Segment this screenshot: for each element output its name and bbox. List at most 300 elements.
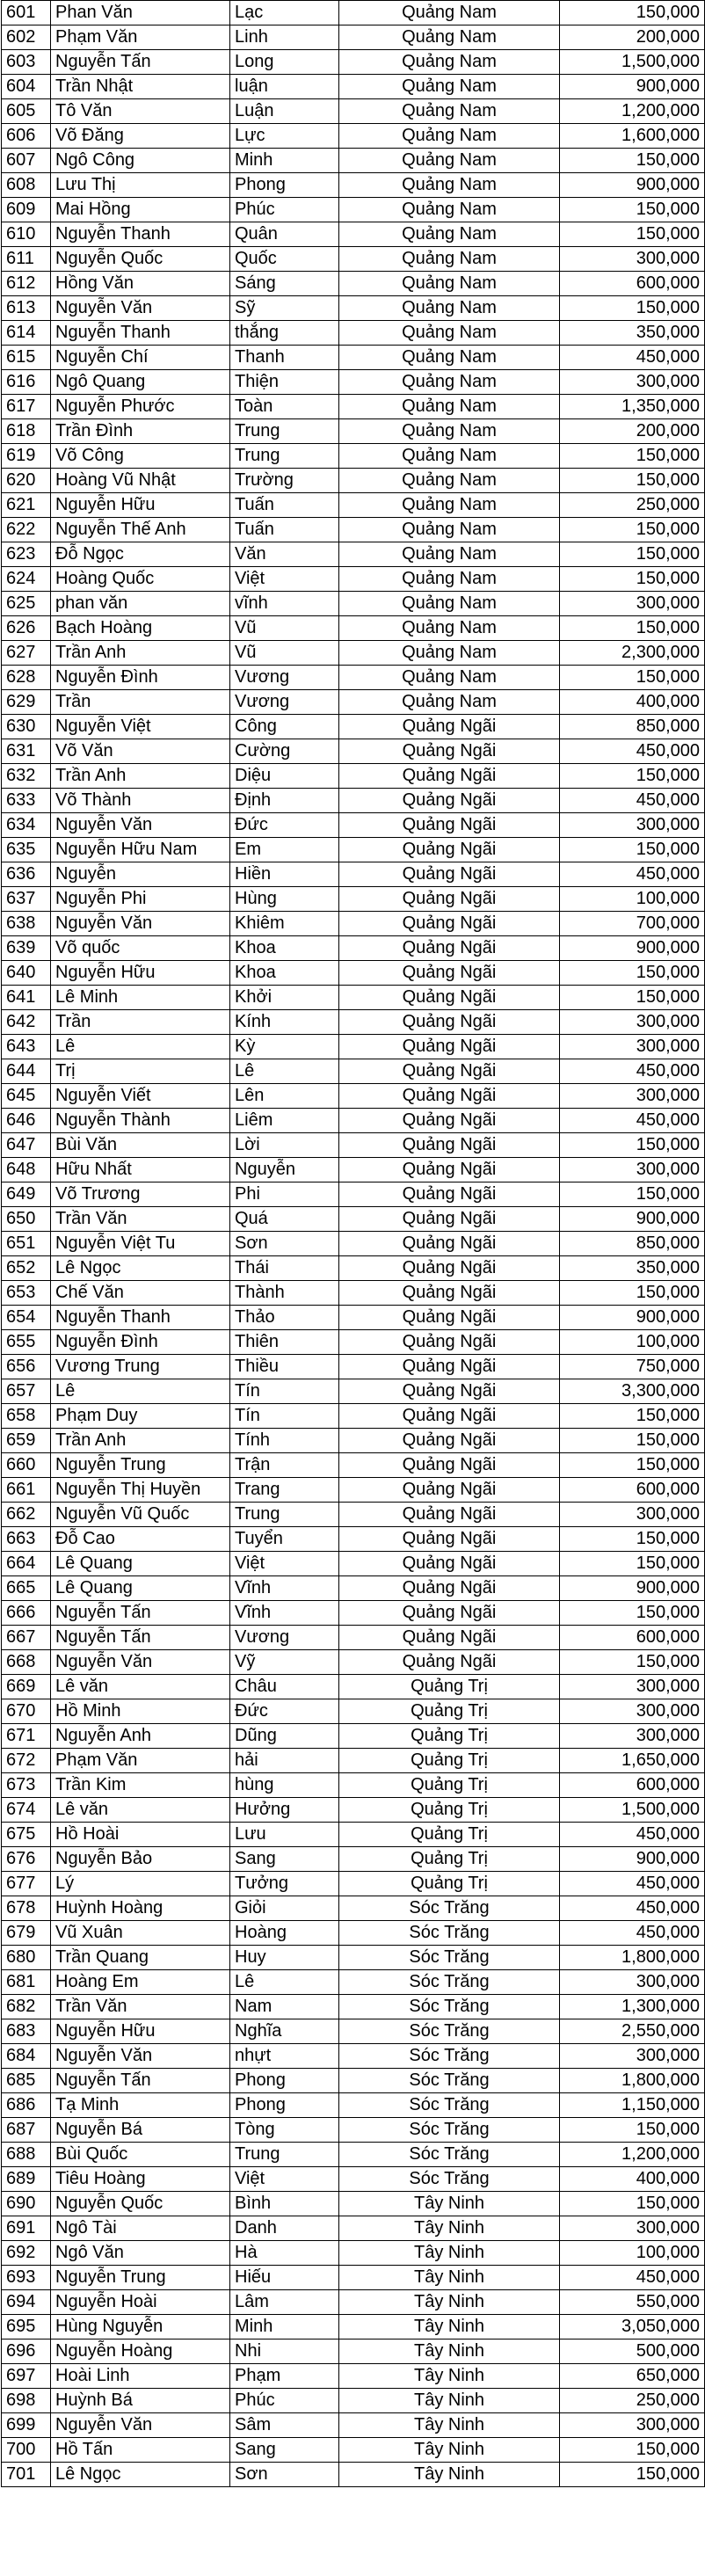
row-number-cell[interactable]: 696: [2, 2340, 51, 2364]
row-number-cell[interactable]: 612: [2, 272, 51, 296]
province-cell[interactable]: Sóc Trăng: [339, 1946, 560, 1970]
amount-cell[interactable]: 150,000: [560, 1, 705, 25]
province-cell[interactable]: Quảng Ngãi: [339, 1035, 560, 1059]
family-name-cell[interactable]: Hùng Nguyễn: [51, 2315, 230, 2340]
given-name-cell[interactable]: Phi: [230, 1182, 339, 1207]
row-number-cell[interactable]: 653: [2, 1281, 51, 1306]
given-name-cell[interactable]: Lạc: [230, 1, 339, 25]
amount-cell[interactable]: 300,000: [560, 1970, 705, 1995]
row-number-cell[interactable]: 622: [2, 518, 51, 542]
amount-cell[interactable]: 600,000: [560, 272, 705, 296]
row-number-cell[interactable]: 631: [2, 739, 51, 764]
amount-cell[interactable]: 150,000: [560, 1601, 705, 1626]
province-cell[interactable]: Quảng Nam: [339, 25, 560, 50]
amount-cell[interactable]: 150,000: [560, 149, 705, 173]
family-name-cell[interactable]: Huỳnh Bá: [51, 2389, 230, 2413]
given-name-cell[interactable]: Vũ: [230, 616, 339, 641]
province-cell[interactable]: Quảng Trị: [339, 1749, 560, 1773]
province-cell[interactable]: Quảng Ngãi: [339, 1576, 560, 1601]
row-number-cell[interactable]: 614: [2, 321, 51, 346]
province-cell[interactable]: Quảng Trị: [339, 1847, 560, 1872]
family-name-cell[interactable]: Nguyễn Quốc: [51, 2192, 230, 2216]
amount-cell[interactable]: 900,000: [560, 1847, 705, 1872]
given-name-cell[interactable]: Vương: [230, 666, 339, 690]
province-cell[interactable]: Quảng Nam: [339, 493, 560, 518]
row-number-cell[interactable]: 697: [2, 2364, 51, 2389]
family-name-cell[interactable]: Nguyễn Việt: [51, 715, 230, 739]
row-number-cell[interactable]: 686: [2, 2093, 51, 2118]
given-name-cell[interactable]: Vũ: [230, 641, 339, 666]
province-cell[interactable]: Sóc Trăng: [339, 2167, 560, 2192]
province-cell[interactable]: Quảng Ngãi: [339, 1281, 560, 1306]
amount-cell[interactable]: 1,150,000: [560, 2093, 705, 2118]
amount-cell[interactable]: 150,000: [560, 1527, 705, 1552]
family-name-cell[interactable]: Nguyễn Thị Huyền: [51, 1478, 230, 1503]
family-name-cell[interactable]: Nguyễn Chí: [51, 346, 230, 370]
row-number-cell[interactable]: 632: [2, 764, 51, 789]
given-name-cell[interactable]: hải: [230, 1749, 339, 1773]
family-name-cell[interactable]: Lưu Thị: [51, 173, 230, 198]
row-number-cell[interactable]: 655: [2, 1330, 51, 1355]
amount-cell[interactable]: 3,050,000: [560, 2315, 705, 2340]
family-name-cell[interactable]: Trần Đình: [51, 419, 230, 444]
family-name-cell[interactable]: Võ Văn: [51, 739, 230, 764]
given-name-cell[interactable]: Khoa: [230, 936, 339, 961]
row-number-cell[interactable]: 659: [2, 1429, 51, 1453]
province-cell[interactable]: Sóc Trăng: [339, 1995, 560, 2019]
row-number-cell[interactable]: 664: [2, 1552, 51, 1576]
row-number-cell[interactable]: 687: [2, 2118, 51, 2143]
given-name-cell[interactable]: Sơn: [230, 1232, 339, 1256]
row-number-cell[interactable]: 660: [2, 1453, 51, 1478]
amount-cell[interactable]: 150,000: [560, 296, 705, 321]
row-number-cell[interactable]: 620: [2, 469, 51, 493]
family-name-cell[interactable]: Lê văn: [51, 1798, 230, 1823]
given-name-cell[interactable]: Kỳ: [230, 1035, 339, 1059]
row-number-cell[interactable]: 641: [2, 986, 51, 1010]
family-name-cell[interactable]: Lê Minh: [51, 986, 230, 1010]
given-name-cell[interactable]: Phạm: [230, 2364, 339, 2389]
amount-cell[interactable]: 400,000: [560, 690, 705, 715]
family-name-cell[interactable]: Hữu Nhất: [51, 1158, 230, 1182]
row-number-cell[interactable]: 688: [2, 2143, 51, 2167]
row-number-cell[interactable]: 628: [2, 666, 51, 690]
family-name-cell[interactable]: Phạm Văn: [51, 25, 230, 50]
row-number-cell[interactable]: 672: [2, 1749, 51, 1773]
amount-cell[interactable]: 150,000: [560, 838, 705, 862]
row-number-cell[interactable]: 649: [2, 1182, 51, 1207]
province-cell[interactable]: Quảng Ngãi: [339, 1306, 560, 1330]
family-name-cell[interactable]: Phan Văn: [51, 1, 230, 25]
given-name-cell[interactable]: Hiếu: [230, 2266, 339, 2290]
province-cell[interactable]: Tây Ninh: [339, 2389, 560, 2413]
province-cell[interactable]: Quảng Ngãi: [339, 1453, 560, 1478]
amount-cell[interactable]: 150,000: [560, 444, 705, 469]
row-number-cell[interactable]: 657: [2, 1379, 51, 1404]
row-number-cell[interactable]: 676: [2, 1847, 51, 1872]
province-cell[interactable]: Sóc Trăng: [339, 1970, 560, 1995]
amount-cell[interactable]: 3,300,000: [560, 1379, 705, 1404]
row-number-cell[interactable]: 634: [2, 813, 51, 838]
given-name-cell[interactable]: Tín: [230, 1404, 339, 1429]
amount-cell[interactable]: 150,000: [560, 1552, 705, 1576]
amount-cell[interactable]: 300,000: [560, 1699, 705, 1724]
province-cell[interactable]: Quảng Nam: [339, 469, 560, 493]
given-name-cell[interactable]: Phúc: [230, 198, 339, 222]
province-cell[interactable]: Quảng Ngãi: [339, 1626, 560, 1650]
province-cell[interactable]: Quảng Nam: [339, 542, 560, 567]
row-number-cell[interactable]: 624: [2, 567, 51, 592]
family-name-cell[interactable]: Võ quốc: [51, 936, 230, 961]
amount-cell[interactable]: 150,000: [560, 1133, 705, 1158]
province-cell[interactable]: Quảng Ngãi: [339, 1503, 560, 1527]
given-name-cell[interactable]: Trang: [230, 1478, 339, 1503]
province-cell[interactable]: Quảng Ngãi: [339, 1182, 560, 1207]
row-number-cell[interactable]: 693: [2, 2266, 51, 2290]
row-number-cell[interactable]: 601: [2, 1, 51, 25]
province-cell[interactable]: Quảng Ngãi: [339, 1158, 560, 1182]
row-number-cell[interactable]: 623: [2, 542, 51, 567]
family-name-cell[interactable]: Nguyễn Văn: [51, 296, 230, 321]
family-name-cell[interactable]: Lê: [51, 1379, 230, 1404]
province-cell[interactable]: Quảng Nam: [339, 346, 560, 370]
given-name-cell[interactable]: Tính: [230, 1429, 339, 1453]
given-name-cell[interactable]: Thanh: [230, 346, 339, 370]
province-cell[interactable]: Quảng Nam: [339, 518, 560, 542]
family-name-cell[interactable]: Huỳnh Hoàng: [51, 1896, 230, 1921]
amount-cell[interactable]: 150,000: [560, 518, 705, 542]
province-cell[interactable]: Sóc Trăng: [339, 2044, 560, 2069]
amount-cell[interactable]: 900,000: [560, 936, 705, 961]
given-name-cell[interactable]: Trung: [230, 1503, 339, 1527]
given-name-cell[interactable]: Sang: [230, 2438, 339, 2463]
row-number-cell[interactable]: 670: [2, 1699, 51, 1724]
row-number-cell[interactable]: 630: [2, 715, 51, 739]
province-cell[interactable]: Tây Ninh: [339, 2290, 560, 2315]
row-number-cell[interactable]: 603: [2, 50, 51, 75]
family-name-cell[interactable]: Trần Văn: [51, 1995, 230, 2019]
family-name-cell[interactable]: Vũ Xuân: [51, 1921, 230, 1946]
family-name-cell[interactable]: Võ Đăng: [51, 124, 230, 149]
given-name-cell[interactable]: Thảo: [230, 1306, 339, 1330]
family-name-cell[interactable]: Phạm Duy: [51, 1404, 230, 1429]
amount-cell[interactable]: 450,000: [560, 2266, 705, 2290]
row-number-cell[interactable]: 650: [2, 1207, 51, 1232]
province-cell[interactable]: Tây Ninh: [339, 2192, 560, 2216]
family-name-cell[interactable]: Nguyễn Hữu: [51, 493, 230, 518]
given-name-cell[interactable]: Nguyễn: [230, 1158, 339, 1182]
row-number-cell[interactable]: 618: [2, 419, 51, 444]
amount-cell[interactable]: 300,000: [560, 2413, 705, 2438]
province-cell[interactable]: Tây Ninh: [339, 2315, 560, 2340]
amount-cell[interactable]: 150,000: [560, 764, 705, 789]
row-number-cell[interactable]: 668: [2, 1650, 51, 1675]
row-number-cell[interactable]: 627: [2, 641, 51, 666]
amount-cell[interactable]: 150,000: [560, 1281, 705, 1306]
family-name-cell[interactable]: Chế Văn: [51, 1281, 230, 1306]
province-cell[interactable]: Sóc Trăng: [339, 1896, 560, 1921]
given-name-cell[interactable]: Liêm: [230, 1109, 339, 1133]
family-name-cell[interactable]: Hồ Minh: [51, 1699, 230, 1724]
amount-cell[interactable]: 450,000: [560, 1896, 705, 1921]
family-name-cell[interactable]: Nguyễn Thanh: [51, 321, 230, 346]
row-number-cell[interactable]: 646: [2, 1109, 51, 1133]
amount-cell[interactable]: 150,000: [560, 2118, 705, 2143]
family-name-cell[interactable]: Đỗ Cao: [51, 1527, 230, 1552]
family-name-cell[interactable]: Nguyễn Anh: [51, 1724, 230, 1749]
row-number-cell[interactable]: 642: [2, 1010, 51, 1035]
row-number-cell[interactable]: 669: [2, 1675, 51, 1699]
amount-cell[interactable]: 300,000: [560, 1035, 705, 1059]
row-number-cell[interactable]: 671: [2, 1724, 51, 1749]
row-number-cell[interactable]: 639: [2, 936, 51, 961]
province-cell[interactable]: Quảng Ngãi: [339, 1232, 560, 1256]
given-name-cell[interactable]: Trung: [230, 444, 339, 469]
given-name-cell[interactable]: Dũng: [230, 1724, 339, 1749]
amount-cell[interactable]: 300,000: [560, 1010, 705, 1035]
amount-cell[interactable]: 1,350,000: [560, 395, 705, 419]
given-name-cell[interactable]: Việt: [230, 2167, 339, 2192]
amount-cell[interactable]: 900,000: [560, 1207, 705, 1232]
given-name-cell[interactable]: Công: [230, 715, 339, 739]
province-cell[interactable]: Quảng Nam: [339, 592, 560, 616]
given-name-cell[interactable]: Phong: [230, 2069, 339, 2093]
given-name-cell[interactable]: Lên: [230, 1084, 339, 1109]
family-name-cell[interactable]: Võ Công: [51, 444, 230, 469]
given-name-cell[interactable]: Danh: [230, 2216, 339, 2241]
row-number-cell[interactable]: 656: [2, 1355, 51, 1379]
given-name-cell[interactable]: Huy: [230, 1946, 339, 1970]
province-cell[interactable]: Quảng Nam: [339, 567, 560, 592]
amount-cell[interactable]: 350,000: [560, 321, 705, 346]
amount-cell[interactable]: 450,000: [560, 1872, 705, 1896]
family-name-cell[interactable]: Nguyễn Đình: [51, 1330, 230, 1355]
province-cell[interactable]: Quảng Trị: [339, 1798, 560, 1823]
given-name-cell[interactable]: Hùng: [230, 887, 339, 912]
row-number-cell[interactable]: 619: [2, 444, 51, 469]
row-number-cell[interactable]: 679: [2, 1921, 51, 1946]
province-cell[interactable]: Quảng Nam: [339, 321, 560, 346]
province-cell[interactable]: Quảng Ngãi: [339, 1527, 560, 1552]
row-number-cell[interactable]: 605: [2, 99, 51, 124]
family-name-cell[interactable]: Nguyễn Văn: [51, 2413, 230, 2438]
family-name-cell[interactable]: Nguyễn Hoài: [51, 2290, 230, 2315]
row-number-cell[interactable]: 684: [2, 2044, 51, 2069]
amount-cell[interactable]: 500,000: [560, 2340, 705, 2364]
given-name-cell[interactable]: Khởi: [230, 986, 339, 1010]
province-cell[interactable]: Quảng Nam: [339, 296, 560, 321]
province-cell[interactable]: Sóc Trăng: [339, 2019, 560, 2044]
family-name-cell[interactable]: Lê Ngọc: [51, 2463, 230, 2487]
row-number-cell[interactable]: 685: [2, 2069, 51, 2093]
family-name-cell[interactable]: Ngô Văn: [51, 2241, 230, 2266]
amount-cell[interactable]: 1,500,000: [560, 1798, 705, 1823]
family-name-cell[interactable]: phan văn: [51, 592, 230, 616]
family-name-cell[interactable]: Lý: [51, 1872, 230, 1896]
amount-cell[interactable]: 1,650,000: [560, 1749, 705, 1773]
given-name-cell[interactable]: Lê: [230, 1059, 339, 1084]
row-number-cell[interactable]: 638: [2, 912, 51, 936]
amount-cell[interactable]: 150,000: [560, 567, 705, 592]
row-number-cell[interactable]: 615: [2, 346, 51, 370]
given-name-cell[interactable]: Hoàng: [230, 1921, 339, 1946]
amount-cell[interactable]: 600,000: [560, 1626, 705, 1650]
family-name-cell[interactable]: Trị: [51, 1059, 230, 1084]
given-name-cell[interactable]: Quân: [230, 222, 339, 247]
family-name-cell[interactable]: Tạ Minh: [51, 2093, 230, 2118]
row-number-cell[interactable]: 658: [2, 1404, 51, 1429]
province-cell[interactable]: Tây Ninh: [339, 2216, 560, 2241]
province-cell[interactable]: Quảng Trị: [339, 1724, 560, 1749]
province-cell[interactable]: Quảng Nam: [339, 419, 560, 444]
amount-cell[interactable]: 150,000: [560, 1429, 705, 1453]
given-name-cell[interactable]: Nghĩa: [230, 2019, 339, 2044]
amount-cell[interactable]: 1,200,000: [560, 2143, 705, 2167]
given-name-cell[interactable]: Giỏi: [230, 1896, 339, 1921]
province-cell[interactable]: Quảng Nam: [339, 75, 560, 99]
amount-cell[interactable]: 300,000: [560, 1724, 705, 1749]
family-name-cell[interactable]: Nguyễn Thành: [51, 1109, 230, 1133]
row-number-cell[interactable]: 690: [2, 2192, 51, 2216]
province-cell[interactable]: Quảng Ngãi: [339, 838, 560, 862]
family-name-cell[interactable]: Trần: [51, 1010, 230, 1035]
family-name-cell[interactable]: Nguyễn Văn: [51, 1650, 230, 1675]
amount-cell[interactable]: 1,800,000: [560, 2069, 705, 2093]
given-name-cell[interactable]: Sang: [230, 1847, 339, 1872]
province-cell[interactable]: Quảng Ngãi: [339, 1478, 560, 1503]
province-cell[interactable]: Sóc Trăng: [339, 2093, 560, 2118]
given-name-cell[interactable]: Đức: [230, 1699, 339, 1724]
given-name-cell[interactable]: Việt: [230, 1552, 339, 1576]
row-number-cell[interactable]: 689: [2, 2167, 51, 2192]
given-name-cell[interactable]: Tuấn: [230, 493, 339, 518]
amount-cell[interactable]: 1,300,000: [560, 1995, 705, 2019]
family-name-cell[interactable]: Trần Anh: [51, 1429, 230, 1453]
amount-cell[interactable]: 100,000: [560, 1330, 705, 1355]
family-name-cell[interactable]: Nguyễn Tấn: [51, 2069, 230, 2093]
given-name-cell[interactable]: Minh: [230, 2315, 339, 2340]
family-name-cell[interactable]: Nguyễn Bảo: [51, 1847, 230, 1872]
row-number-cell[interactable]: 665: [2, 1576, 51, 1601]
amount-cell[interactable]: 350,000: [560, 1256, 705, 1281]
given-name-cell[interactable]: Thiên: [230, 1330, 339, 1355]
province-cell[interactable]: Quảng Ngãi: [339, 1552, 560, 1576]
row-number-cell[interactable]: 683: [2, 2019, 51, 2044]
given-name-cell[interactable]: Khiêm: [230, 912, 339, 936]
province-cell[interactable]: Quảng Nam: [339, 616, 560, 641]
province-cell[interactable]: Quảng Ngãi: [339, 1330, 560, 1355]
given-name-cell[interactable]: nhựt: [230, 2044, 339, 2069]
amount-cell[interactable]: 150,000: [560, 666, 705, 690]
amount-cell[interactable]: 300,000: [560, 1158, 705, 1182]
province-cell[interactable]: Quảng Trị: [339, 1872, 560, 1896]
given-name-cell[interactable]: Lực: [230, 124, 339, 149]
row-number-cell[interactable]: 667: [2, 1626, 51, 1650]
given-name-cell[interactable]: Phong: [230, 2093, 339, 2118]
province-cell[interactable]: Quảng Ngãi: [339, 912, 560, 936]
province-cell[interactable]: Quảng Trị: [339, 1675, 560, 1699]
amount-cell[interactable]: 150,000: [560, 542, 705, 567]
province-cell[interactable]: Quảng Nam: [339, 666, 560, 690]
province-cell[interactable]: Tây Ninh: [339, 2413, 560, 2438]
given-name-cell[interactable]: thắng: [230, 321, 339, 346]
province-cell[interactable]: Quảng Ngãi: [339, 1084, 560, 1109]
row-number-cell[interactable]: 651: [2, 1232, 51, 1256]
row-number-cell[interactable]: 607: [2, 149, 51, 173]
amount-cell[interactable]: 600,000: [560, 1773, 705, 1798]
family-name-cell[interactable]: Hoàng Vũ Nhật: [51, 469, 230, 493]
province-cell[interactable]: Quảng Nam: [339, 99, 560, 124]
family-name-cell[interactable]: Nguyễn Tấn: [51, 50, 230, 75]
province-cell[interactable]: Quảng Ngãi: [339, 739, 560, 764]
row-number-cell[interactable]: 694: [2, 2290, 51, 2315]
given-name-cell[interactable]: Nhi: [230, 2340, 339, 2364]
province-cell[interactable]: Tây Ninh: [339, 2364, 560, 2389]
given-name-cell[interactable]: hùng: [230, 1773, 339, 1798]
family-name-cell[interactable]: Vương Trung: [51, 1355, 230, 1379]
row-number-cell[interactable]: 608: [2, 173, 51, 198]
amount-cell[interactable]: 150,000: [560, 2438, 705, 2463]
family-name-cell[interactable]: Nguyễn Phước: [51, 395, 230, 419]
family-name-cell[interactable]: Ngô Quang: [51, 370, 230, 395]
row-number-cell[interactable]: 666: [2, 1601, 51, 1626]
province-cell[interactable]: Quảng Ngãi: [339, 1207, 560, 1232]
family-name-cell[interactable]: Nguyễn Vũ Quốc: [51, 1503, 230, 1527]
family-name-cell[interactable]: Nguyễn Hữu: [51, 2019, 230, 2044]
given-name-cell[interactable]: Vĩnh: [230, 1576, 339, 1601]
amount-cell[interactable]: 300,000: [560, 1675, 705, 1699]
province-cell[interactable]: Quảng Nam: [339, 149, 560, 173]
amount-cell[interactable]: 450,000: [560, 1059, 705, 1084]
province-cell[interactable]: Quảng Ngãi: [339, 1404, 560, 1429]
row-number-cell[interactable]: 629: [2, 690, 51, 715]
row-number-cell[interactable]: 691: [2, 2216, 51, 2241]
province-cell[interactable]: Quảng Nam: [339, 370, 560, 395]
row-number-cell[interactable]: 692: [2, 2241, 51, 2266]
given-name-cell[interactable]: Đức: [230, 813, 339, 838]
given-name-cell[interactable]: Tưởng: [230, 1872, 339, 1896]
province-cell[interactable]: Quảng Ngãi: [339, 1429, 560, 1453]
given-name-cell[interactable]: Trung: [230, 2143, 339, 2167]
province-cell[interactable]: Quảng Ngãi: [339, 1601, 560, 1626]
amount-cell[interactable]: 900,000: [560, 1576, 705, 1601]
family-name-cell[interactable]: Nguyễn Văn: [51, 912, 230, 936]
amount-cell[interactable]: 150,000: [560, 961, 705, 986]
province-cell[interactable]: Quảng Nam: [339, 395, 560, 419]
amount-cell[interactable]: 600,000: [560, 1478, 705, 1503]
given-name-cell[interactable]: Trường: [230, 469, 339, 493]
row-number-cell[interactable]: 645: [2, 1084, 51, 1109]
province-cell[interactable]: Quảng Nam: [339, 222, 560, 247]
province-cell[interactable]: Quảng Ngãi: [339, 813, 560, 838]
family-name-cell[interactable]: Nguyễn Phi: [51, 887, 230, 912]
given-name-cell[interactable]: Hưởng: [230, 1798, 339, 1823]
amount-cell[interactable]: 900,000: [560, 1306, 705, 1330]
family-name-cell[interactable]: Nguyễn Hoàng: [51, 2340, 230, 2364]
amount-cell[interactable]: 150,000: [560, 1404, 705, 1429]
given-name-cell[interactable]: Linh: [230, 25, 339, 50]
given-name-cell[interactable]: Việt: [230, 567, 339, 592]
family-name-cell[interactable]: Nguyễn Viết: [51, 1084, 230, 1109]
province-cell[interactable]: Quảng Nam: [339, 247, 560, 272]
province-cell[interactable]: Quảng Ngãi: [339, 986, 560, 1010]
amount-cell[interactable]: 450,000: [560, 346, 705, 370]
province-cell[interactable]: Quảng Ngãi: [339, 1133, 560, 1158]
family-name-cell[interactable]: Hồ Tấn: [51, 2438, 230, 2463]
given-name-cell[interactable]: Phong: [230, 173, 339, 198]
amount-cell[interactable]: 300,000: [560, 813, 705, 838]
amount-cell[interactable]: 750,000: [560, 1355, 705, 1379]
